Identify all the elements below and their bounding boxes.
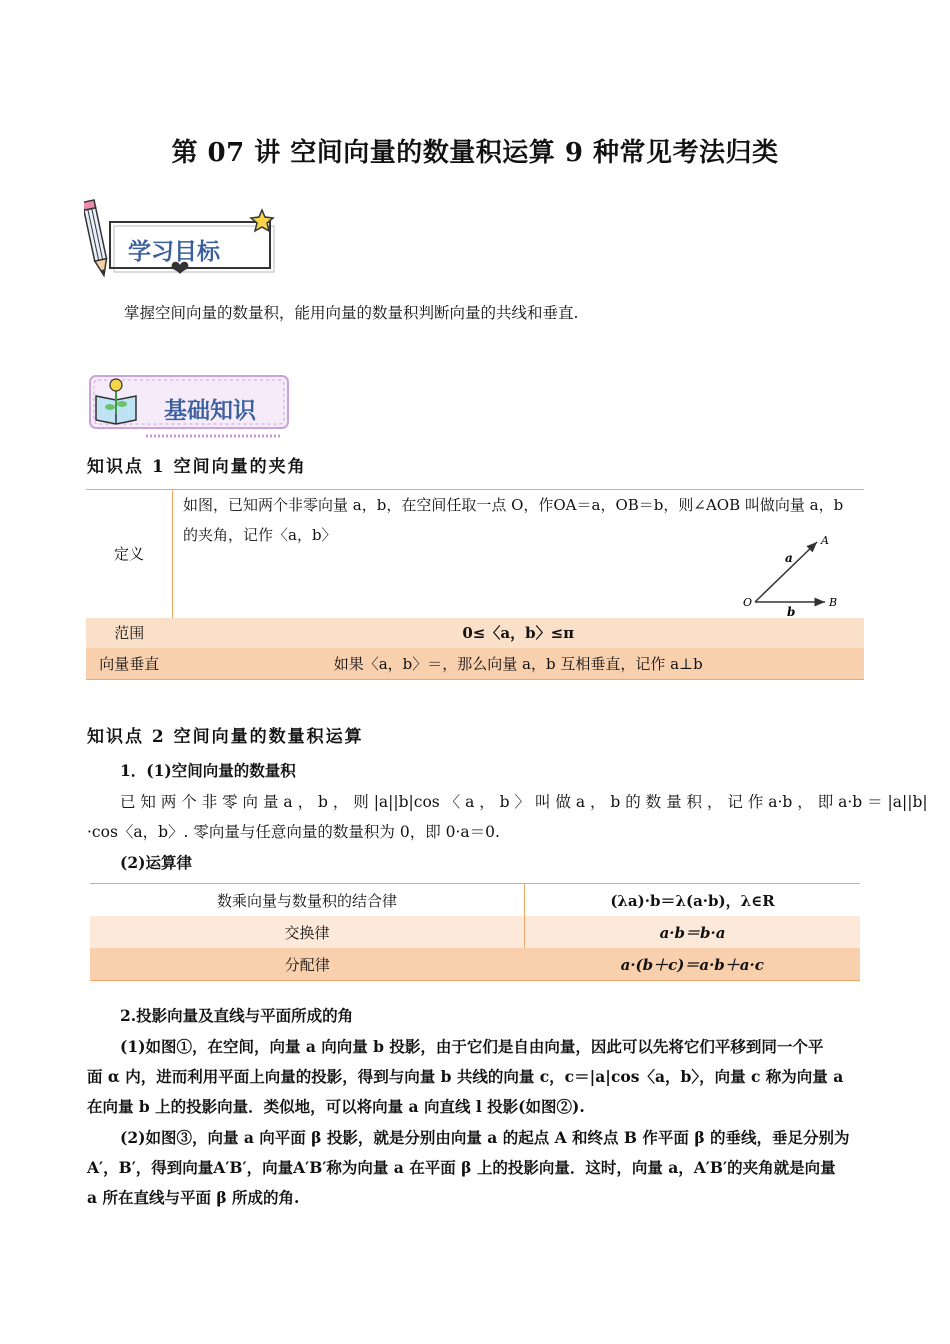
banner-basic-knowledge [86,374,292,440]
angle-figure [743,532,853,618]
section1-heading: 1．(1)空间向量的数量积 [120,761,296,780]
section1-line2: ·cos〈a，b〉. 零向量与任意向量的数量积为 0，即 0·a＝0. [87,823,500,841]
law-row [90,884,860,917]
range-label: 范围 [114,624,145,642]
page-title: 第 07 讲 空间向量的数量积运算 9 种常见考法归类 [171,138,779,168]
banner-learning-goals [84,198,279,284]
range-value: 0≤〈a，b〉≤π [462,624,575,642]
perpendicular-value: 如果〈a，b〉＝，那么向量 a，b 互相垂直，记作 a⊥b [333,654,703,673]
section2-p2-line3: a 所在直线与平面 β 所成的角. [87,1188,300,1207]
kp1-heading: 知识点 1 空间向量的夹角 [87,457,307,477]
fig-label-B: B [829,596,838,609]
section1-sub2: (2)运算律 [120,853,192,872]
law-name: 分配律 [284,955,330,974]
section1-line1: 已 知 两 个 非 零 向 量 a ， b ， 则 |a||b|cos 〈 a ， b 〉 叫 做 a ， b 的 数 量 积 ， 记 作 a·b ， 即 a·b ＝ |a||b| [120,793,928,811]
banner-basic-knowledge-label: 基础知识 [164,398,256,424]
operation-laws-table [90,883,860,981]
section2-p1-line1: (1)如图①，在空间，向量 a 向向量 b 投影，由于它们是自由向量，因此可以先将它们平移到同一个平 [120,1037,824,1056]
fig-label-b: b [787,605,796,618]
angle-table [86,489,864,680]
section2-p1-line3: 在向量 b 上的投影向量．类似地，可以将向量 a 向直线 l 投影(如图②). [87,1097,585,1116]
law-row [90,916,860,948]
fig-label-O: O [743,596,753,609]
section2-p2-line2: A′，B′，得到向量A′B′，向量A′B′称为向量 a 在平面 β 上的投影向量．这时，向量 a，A′B′的夹角就是向量 [87,1158,836,1177]
law-formula: (λa)·b＝λ(a·b)，λ∈R [610,891,775,910]
objective-text: 掌握空间向量的数量积，能用向量的数量积判断向量的共线和垂直. [124,304,579,322]
kp2-heading: 知识点 2 空间向量的数量积运算 [87,727,364,747]
fig-label-A: A [821,534,829,547]
law-formula: a·b＝b·a [659,923,726,942]
perpendicular-label: 向量垂直 [99,654,160,673]
law-name: 交换律 [90,916,525,948]
banner-learning-goals-label: 学习目标 [128,239,220,265]
fig-label-a: a [785,551,793,565]
law-name: 数乘向量与数量积的结合律 [90,884,525,917]
definition-label: 定义 [86,490,173,618]
section2-heading: 2.投影向量及直线与平面所成的角 [120,1006,354,1025]
definition-cell [173,490,865,618]
section2-p1-line2: 面 α 内，进而利用平面上向量的投影，得到与向量 b 共线的向量 c，c＝|a|cos〈a，b〉，向量 c 称为向量 a [87,1067,844,1086]
section2-p2-line1: (2)如图③，向量 a 向平面 β 投影，就是分别由向量 a 的起点 A 和终点 B 作平面 β 的垂线，垂足分别为 [120,1128,850,1147]
law-formula: a·(b＋c)＝a·b＋a·c [620,955,764,974]
definition-text: 如图，已知两个非零向量 a，b，在空间任取一点 O，作OA＝a，OB＝b，则∠AOB 叫做向量 a，b 的夹角，记作〈a，b〉 [183,496,844,544]
law-row [90,948,860,981]
